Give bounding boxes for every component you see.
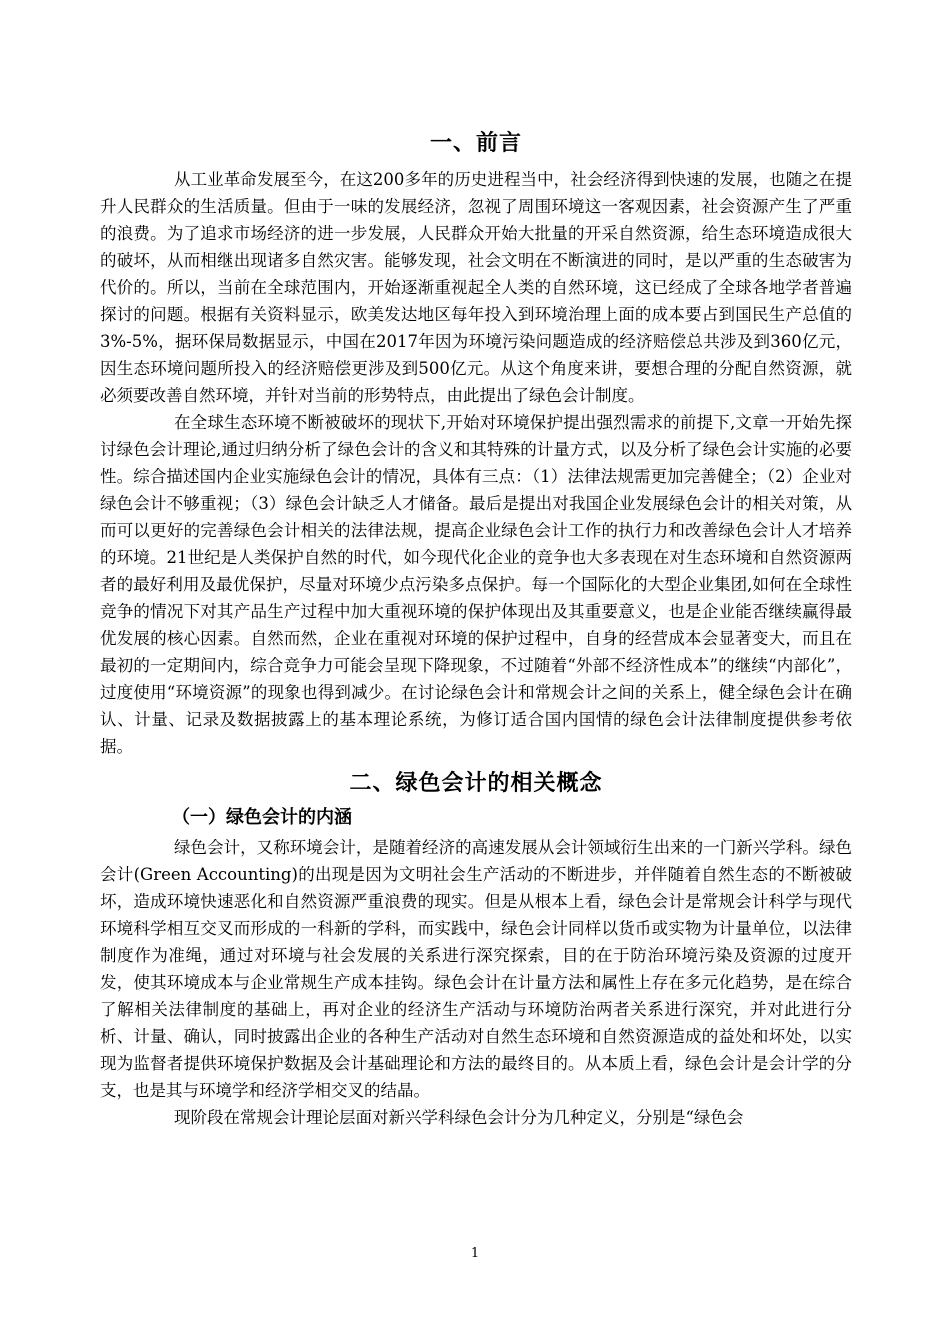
subheading-connotation: （一）绿色会计的内涵 [172,807,352,828]
heading-green-accounting-concepts: 二、绿色会计的相关概念 [349,771,603,796]
heading-preface: 一、前言 [429,131,522,156]
paragraph-connotation-1: 绿色会计，又称环境会计，是随着经济的高速发展从会计领域衍生出来的一门新兴学科。绿色会计(Green Accounting)的出现是因为文明社会生产活动的不断进步，并伴随着自然生态的不断被破坏，造成环境快速恶化和自然资源严重浪费的现实。但是从根本上看，绿色会计是常规会计科学与现代环境科学相互交叉而形成的一科新的学科，而实践中，绿色会计同样以货币或实物为计量单位，以法律制度作为准绳，通过对环境与社会发展的关系进行深究探索，目的在于防治环境污染及资源的过度开发，使其环境成本与企业常规生产成本挂钩。绿色会计在计量方法和属性上存在多元化趋势，是在综合了解相关法律制度的基础上，再对企业的经济生产活动与环境防治两者关系进行深究，并对此进行分析、计量、确认，同时披露出企业的各种生产活动对自然生态环境和自然资源造成的益处和坏处，以实现为监督者提供环境保护数据及会计基础理论和方法的最终目的。从本质上看，绿色会计是会计学的分支，也是其与环境学和经济学相交叉的结晶。 [100,838,852,1100]
paragraph-preface-1: 从工业革命发展至今，在这200多年的历史进程当中，社会经济得到快速的发展，也随之在提升人民群众的生活质量。但由于一味的发展经济，忽视了周围环境这一客观因素，社会资源产生了严重的浪费。为了追求市场经济的进一步发展，人民群众开始大批量的开采自然资源，给生态环境造成很大的破坏，从而相继出现诸多自然灾害。能够发现，社会文明在不断演进的同时，是以严重的生态破害为代价的。所以，当前在全球范围内，开始逐渐重视起全人类的自然环境，这已经成了全球各地学者普遍探讨的问题。根据有关资料显示，欧美发达地区每年投入到环境治理上面的成本要占到国民生产总值的3%-5%，据环保局数据显示，中国在2017年因为环境污染问题造成的经济赔偿总共涉及到360亿元，因生态环境问题所投入的经济赔偿更涉及到500亿元。从这个角度来讲，要想合理的分配自然资源，就必须要改善自然环境，并针对当前的形势特点，由此提出了绿色会计制度。 [100,170,852,405]
paragraph-preface-2: 在全球生态环境不断被破坏的现状下,开始对环境保护提出强烈需求的前提下,文章一开始先探讨绿色会计理论,通过归纳分析了绿色会计的含义和其特殊的计量方式，以及分析了绿色会计实施的必要性。综合描述国内企业实施绿色会计的情况，具体有三点：（1）法律法规需更加完善健全；（2）企业对绿色会计不够重视；（3）绿色会计缺乏人才储备。最后是提出对我国企业发展绿色会计的相关对策，从而可以更好的完善绿色会计相关的法律法规，提高企业绿色会计工作的执行力和改善绿色会计人才培养的环境。21世纪是人类保护自然的时代，如今现代化企业的竞争也大多表现在对生态环境和自然资源两者的最好利用及最优保护，尽量对环境少点污染多点保护。每一个国际化的大型企业集团,如何在全球性竞争的情况下对其产品生产过程中加大重视环境的保护体现出及其重要意义，也是企业能否继续赢得最优发展的核心因素。自然而然，企业在重视对环境的保护过程中，自身的经营成本会显著变大，而且在最初的一定期间内，综合竞争力可能会呈现下降现象，不过随着“外部不经济性成本”的继续“内部化”，过度使用“环境资源”的现象也得到减少。在讨论绿色会计和常规会计之间的关系上，健全绿色会计在确认、计量、记录及数据披露上的基本理论系统，为修订适合国内国情的绿色会计法律制度提供参考依据。 [100,413,852,756]
paragraph-connotation-2: 现阶段在常规会计理论层面对新兴学科绿色会计分为几种定义，分别是“绿色会 [174,1108,744,1127]
page-content [100,128,852,1131]
page-number: 1 [470,1246,480,1261]
